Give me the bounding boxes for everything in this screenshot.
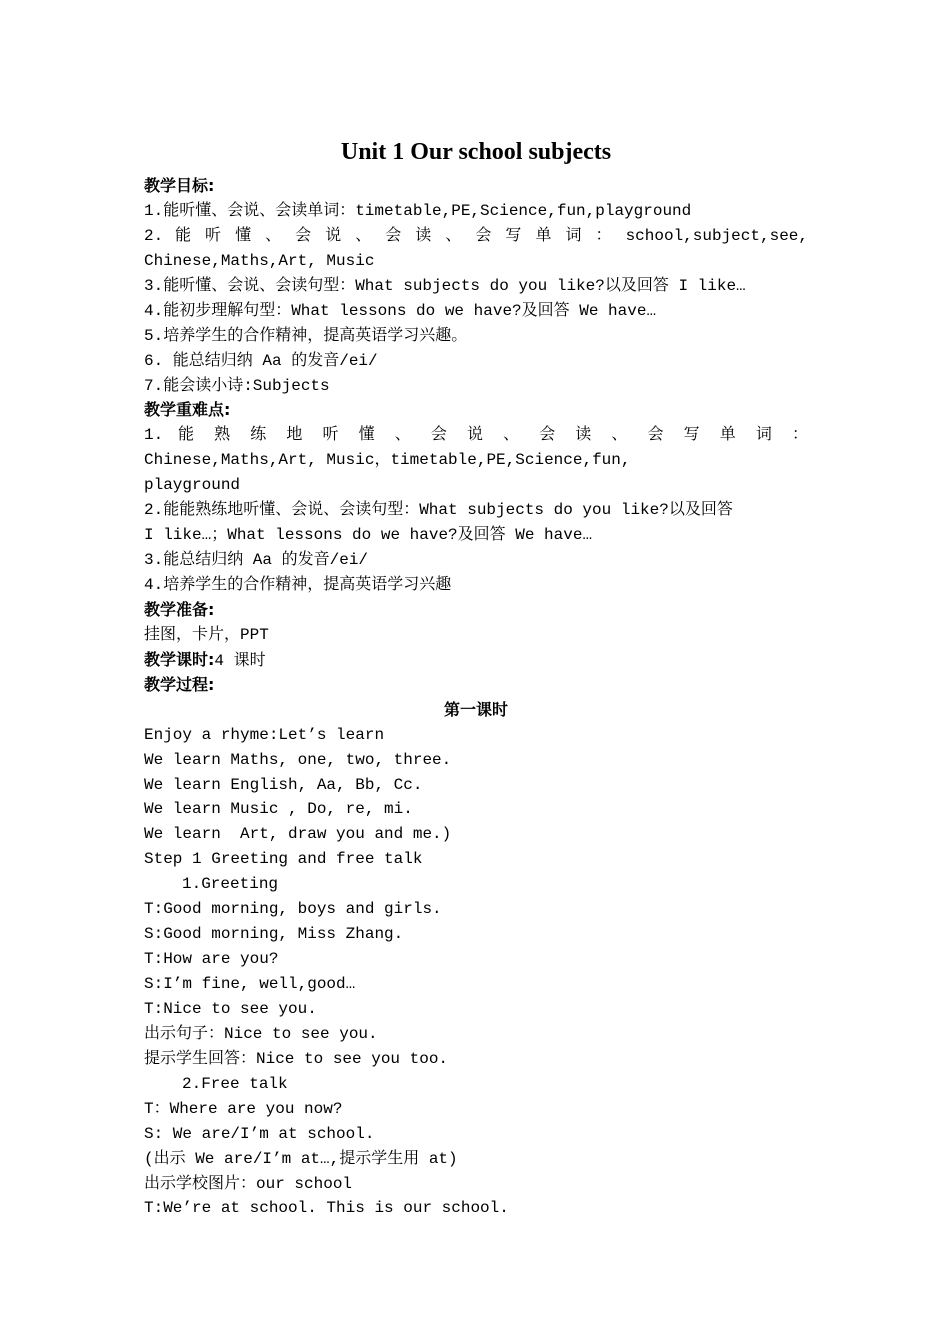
- process-line: We learn Art, draw you and me.): [144, 825, 452, 844]
- class-hours-value: 4 课时: [214, 651, 266, 670]
- process-line: 出示句子：Nice to see you.: [144, 1024, 378, 1043]
- process-line: We learn Maths, one, two, three.: [144, 750, 452, 769]
- process-line: 2.Free talk: [182, 1074, 288, 1093]
- key-point-item: playground: [144, 476, 241, 495]
- lesson-title: 第一课时: [443, 699, 508, 719]
- process-line: Step 1 Greeting and free talk: [144, 850, 423, 869]
- process-line: T:How are you?: [144, 950, 279, 969]
- document-title: Unit 1 Our school subjects: [340, 139, 612, 165]
- objective-item: 5.培养学生的合作精神，提高英语学习兴趣。: [144, 326, 468, 345]
- process-line: T:We’re at school. This is our school.: [144, 1199, 509, 1218]
- preparation-heading: 教学准备:: [144, 599, 215, 619]
- objective-item: 6. 能总结归纳 Aa 的发音/ei/: [144, 351, 378, 370]
- process-line: We learn Music , Do, re, mi.: [144, 800, 413, 819]
- objective-item: 3.能听懂、会说、会读句型：What subjects do you like?以及回答 I like…: [144, 276, 746, 295]
- process-line: S:Good morning, Miss Zhang.: [144, 925, 404, 944]
- objective-item: Chinese,Maths,Art, Music: [144, 251, 375, 270]
- objective-item: 2. 能 听 懂 、 会 说 、 会 读 、 会 写 单 词 ： school,subject,see,: [144, 226, 808, 245]
- document-page: [144, 134, 808, 1221]
- process-line: 1.Greeting: [182, 875, 279, 894]
- key-point-item: 1. 能 熟 练 地 听 懂 、 会 说 、 会 读 、 会 写 单 词 ：: [144, 426, 808, 445]
- process-line: Enjoy a rhyme:Let’s learn: [144, 725, 385, 744]
- process-heading: 教学过程:: [144, 674, 215, 694]
- process-line: We learn English, Aa, Bb, Cc.: [144, 775, 423, 794]
- process-line: S:I’m fine, well,good…: [144, 975, 356, 993]
- class-hours-row: [144, 648, 808, 673]
- key-point-item: 3.能总结归纳 Aa 的发音/ei/: [144, 551, 369, 570]
- key-point-item: 2.能能熟练地听懂、会说、会读句型：What subjects do you like?以及回答: [144, 501, 733, 520]
- key-point-item: 4.培养学生的合作精神，提高英语学习兴趣: [144, 576, 452, 594]
- objectives-heading: 教学目标:: [144, 176, 215, 195]
- class-hours-heading: 教学课时:: [144, 649, 215, 669]
- objective-item: 7.能会读小诗:Subjects: [144, 376, 330, 395]
- key-points-heading: 教学重难点:: [144, 400, 231, 420]
- process-line: 提示学生回答：Nice to see you too.: [144, 1049, 449, 1068]
- process-line: (出示 We are/I’m at…,提示学生用 at): [144, 1149, 458, 1168]
- key-point-item: I like…；What lessons do we have?及回答 We have…: [144, 526, 593, 545]
- process-lines: [144, 723, 808, 1222]
- process-line: 出示学校图片：our school: [144, 1174, 353, 1193]
- key-point-item: Chinese,Maths,Art, Music，timetable,PE,Science,fun,: [144, 451, 631, 470]
- preparation-content: 挂图，卡片，PPT: [144, 625, 269, 644]
- process-line: T:Good morning, boys and girls.: [144, 900, 442, 919]
- objective-item: 1.能听懂、会说、会读单词：timetable,PE,Science,fun,playground: [144, 201, 692, 220]
- process-line: T：Where are you now?: [144, 1099, 343, 1118]
- process-line: S: We are/I’m at school.: [144, 1124, 375, 1143]
- process-line: T:Nice to see you.: [144, 999, 317, 1018]
- objective-item: 4.能初步理解句型：What lessons do we have?及回答 We have…: [144, 301, 657, 320]
